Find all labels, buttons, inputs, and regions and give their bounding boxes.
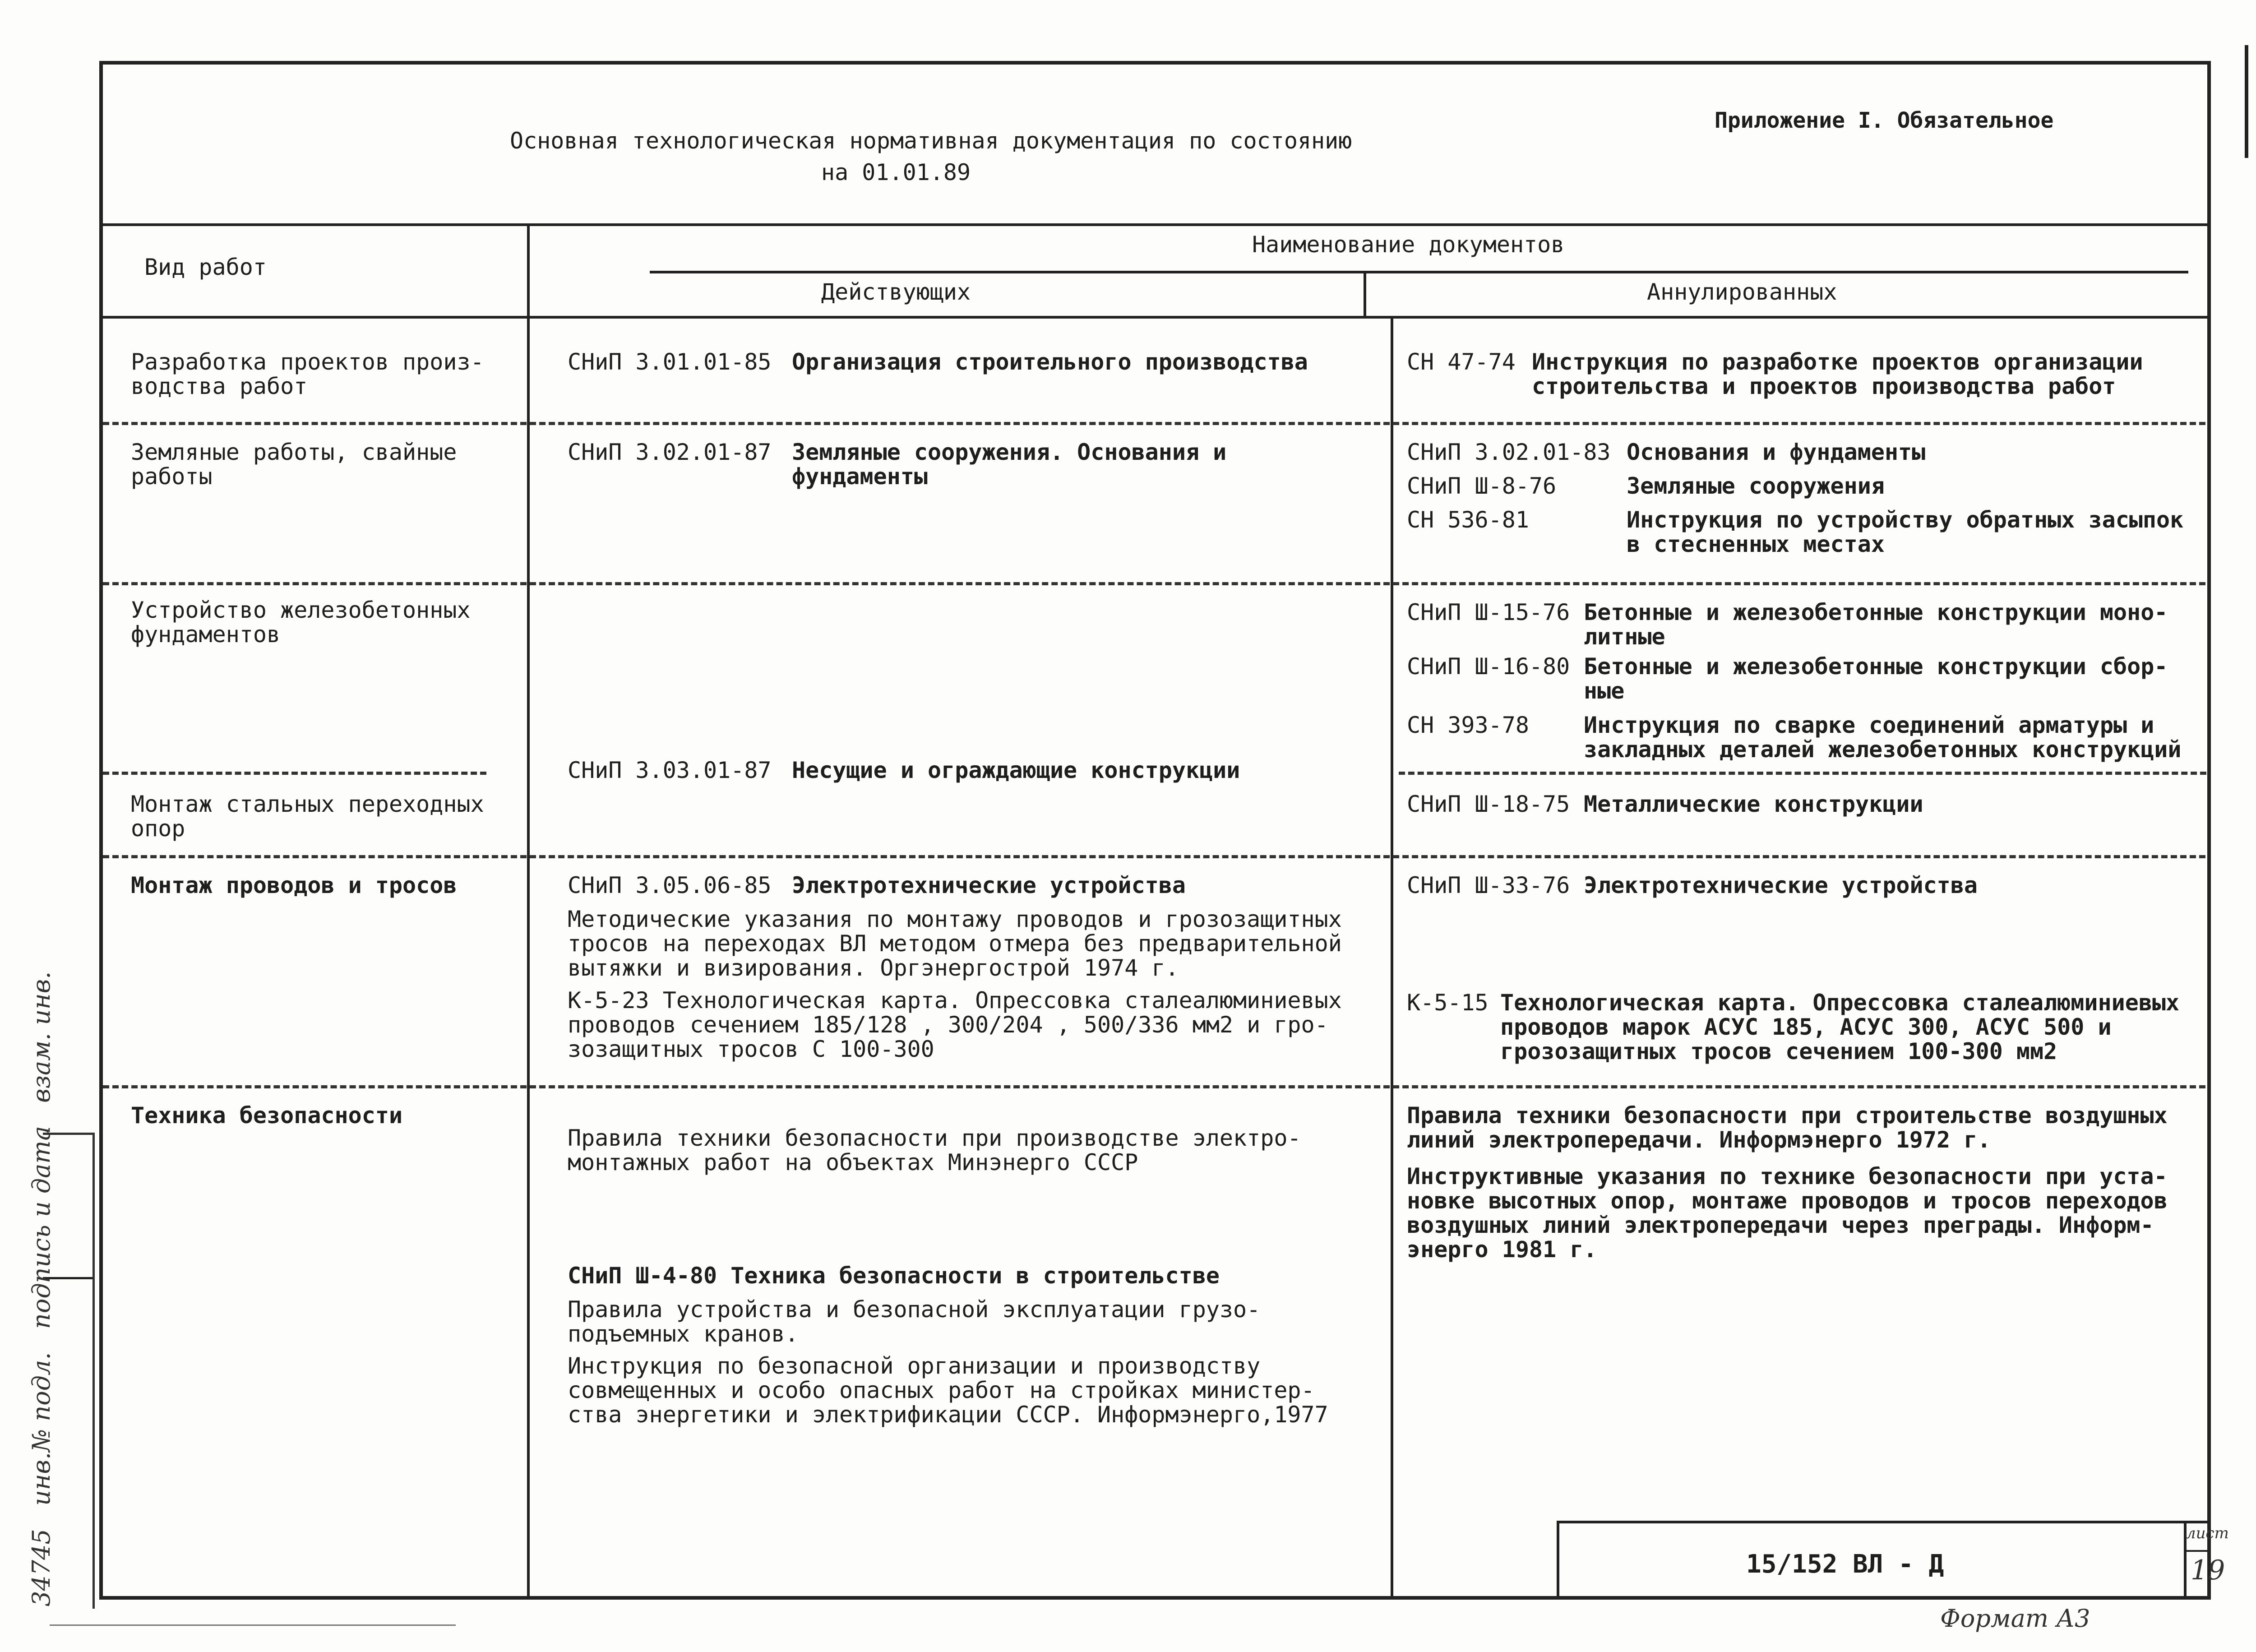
doc-code: СНиП Ш-18-75 xyxy=(1407,791,1570,817)
doc-text: Инструкция по безопасной организации и производству совмещенных и особо опасных работ на стройках министер- ства энергетики и электрификации СССР. Информэнерго,1977 xyxy=(568,1353,1328,1428)
col-header-annulled: Аннулированных xyxy=(1647,279,1837,305)
row-separator xyxy=(103,855,2205,858)
appendix-label: Приложение I. Обязательное xyxy=(1715,108,2054,133)
document-title-line1: Основная технологическая нормативная документация по состоянию xyxy=(510,128,1352,154)
header-divider xyxy=(99,223,2211,226)
active-annulled-divider-header xyxy=(1364,271,1366,316)
doc-code: К-5-15 xyxy=(1407,990,1489,1016)
work-column-divider xyxy=(527,223,530,1600)
row-separator xyxy=(103,582,2205,585)
doc-title: Металлические конструкции xyxy=(1584,791,1923,817)
column-header-line xyxy=(99,316,2211,319)
doc-code: СНиП Ш-33-76 xyxy=(1407,872,1570,898)
doc-code: СНиП Ш-16-80 xyxy=(1407,653,1570,680)
active-annulled-divider xyxy=(1391,316,1393,1600)
work-cell: Земляные работы, свайные работы xyxy=(131,439,457,490)
document-code: 15/152 ВЛ - Д xyxy=(1746,1550,1944,1579)
doc-code: СН 536-81 xyxy=(1407,507,1529,533)
doc-code: СНиП 3.02.01-87 xyxy=(568,439,772,465)
work-cell: Устройство железобетонных фундаментов xyxy=(131,597,471,648)
format-note: Формат А3 xyxy=(1940,1604,2090,1633)
doc-title: Несущие и ограждающие конструкции xyxy=(792,757,1240,783)
col-header-work: Вид работ xyxy=(144,254,267,280)
doc-code: СНиП Ш-15-76 xyxy=(1407,599,1570,625)
doc-title: Инструкция по разработке проектов организации строительства и проектов производства работ xyxy=(1532,349,2143,399)
work-cell: Монтаж проводов и тросов xyxy=(131,872,457,898)
row-separator-annulled xyxy=(1399,772,2206,775)
doc-title: Электротехнические устройства xyxy=(792,872,1186,898)
doc-code: СНиП 3.05.06-85 xyxy=(568,872,772,898)
doc-text: Правила техники безопасности при строительстве воздушных линий электропередачи. Информэнерго 1972 г. xyxy=(1407,1102,2168,1153)
col-header-docs: Наименование документов xyxy=(1252,231,1565,258)
doc-title: Инструкция по сварке соединений арматуры и закладных деталей железобетонных конструкций xyxy=(1584,712,2182,763)
sheet-cell-divider xyxy=(2184,1550,2211,1552)
doc-title: Бетонные и железобетонные конструкции моно- литные xyxy=(1584,599,2168,650)
doc-title: Основания и фундаменты xyxy=(1627,439,1926,465)
document-title-line2: на 01.01.89 xyxy=(821,159,971,185)
doc-title: Электротехнические устройства xyxy=(1584,872,1978,898)
doc-title: Технологическая карта. Опрессовка сталеалюминиевых проводов марок АСУС 185, АСУС 300, АСУС 500 и грозозащитных тросов сечением 100-300 мм2 xyxy=(1500,990,2180,1064)
doc-code: СН 393-78 xyxy=(1407,712,1529,738)
doc-title: Земляные сооружения xyxy=(1627,473,1885,499)
docs-subheader-line xyxy=(650,271,2188,273)
doc-text: Инструктивные указания по технике безопасности при уста- новке высотных опор, монтаже проводов и тросов переходов воздушных линий электропередачи через преграды. Информ- энерго 1981 г. xyxy=(1407,1163,2168,1263)
doc-title: Бетонные и железобетонные конструкции сбор- ные xyxy=(1584,653,2168,704)
margin-mark xyxy=(2245,45,2248,158)
sheet-label: лист xyxy=(2186,1524,2229,1542)
row-separator-work xyxy=(103,772,486,775)
row-separator xyxy=(103,422,2205,425)
work-cell: Монтаж стальных переходных опор xyxy=(131,791,484,842)
doc-text: Правила техники безопасности при производстве электро- монтажных работ на объектах Минэнерго СССР xyxy=(568,1125,1301,1175)
row-separator xyxy=(103,1085,2205,1088)
doc-text: Методические указания по монтажу проводов и грозозащитных тросов на переходах ВЛ методом отмера без предварительной вытяжки и визирования. Оргэнергострой 1974 г. xyxy=(568,906,1342,981)
doc-code: СНиП Ш-8-76 xyxy=(1407,473,1557,499)
work-cell: Техника безопасности xyxy=(131,1102,403,1129)
scan-edge xyxy=(50,1624,456,1626)
doc-code: СНиП 3.01.01-85 xyxy=(568,349,772,375)
doc-code: СНиП 3.03.01-87 xyxy=(568,757,772,783)
doc-code: СНиП 3.02.01-83 xyxy=(1407,439,1611,465)
sheet-number: 19 xyxy=(2191,1555,2225,1586)
doc-title: Инструкция по устройству обратных засыпок в стесненных местах xyxy=(1627,507,2184,557)
doc-title: Земляные сооружения. Основания и фундаменты xyxy=(792,439,1227,490)
doc-text: К-5-23 Технологическая карта. Опрессовка сталеалюминиевых проводов сечением 185/128 , 300/204 , 500/336 мм2 и гро- зозащитных тросов С 100-300 xyxy=(568,987,1342,1062)
doc-text: Правила устройства и безопасной эксплуатации грузо- подъемных кранов. xyxy=(568,1296,1261,1347)
side-stamp-text: 34745 инв.№ подл. подпись и дата взам. инв. xyxy=(27,971,55,1606)
col-header-active: Действующих xyxy=(821,279,971,305)
work-cell: Разработка проектов произ- водства работ xyxy=(131,349,484,399)
doc-title: Организация строительного производства xyxy=(792,349,1308,375)
doc-code: СН 47-74 xyxy=(1407,349,1516,375)
doc-text: СНиП Ш-4-80 Техника безопасности в строительстве xyxy=(568,1263,1220,1289)
